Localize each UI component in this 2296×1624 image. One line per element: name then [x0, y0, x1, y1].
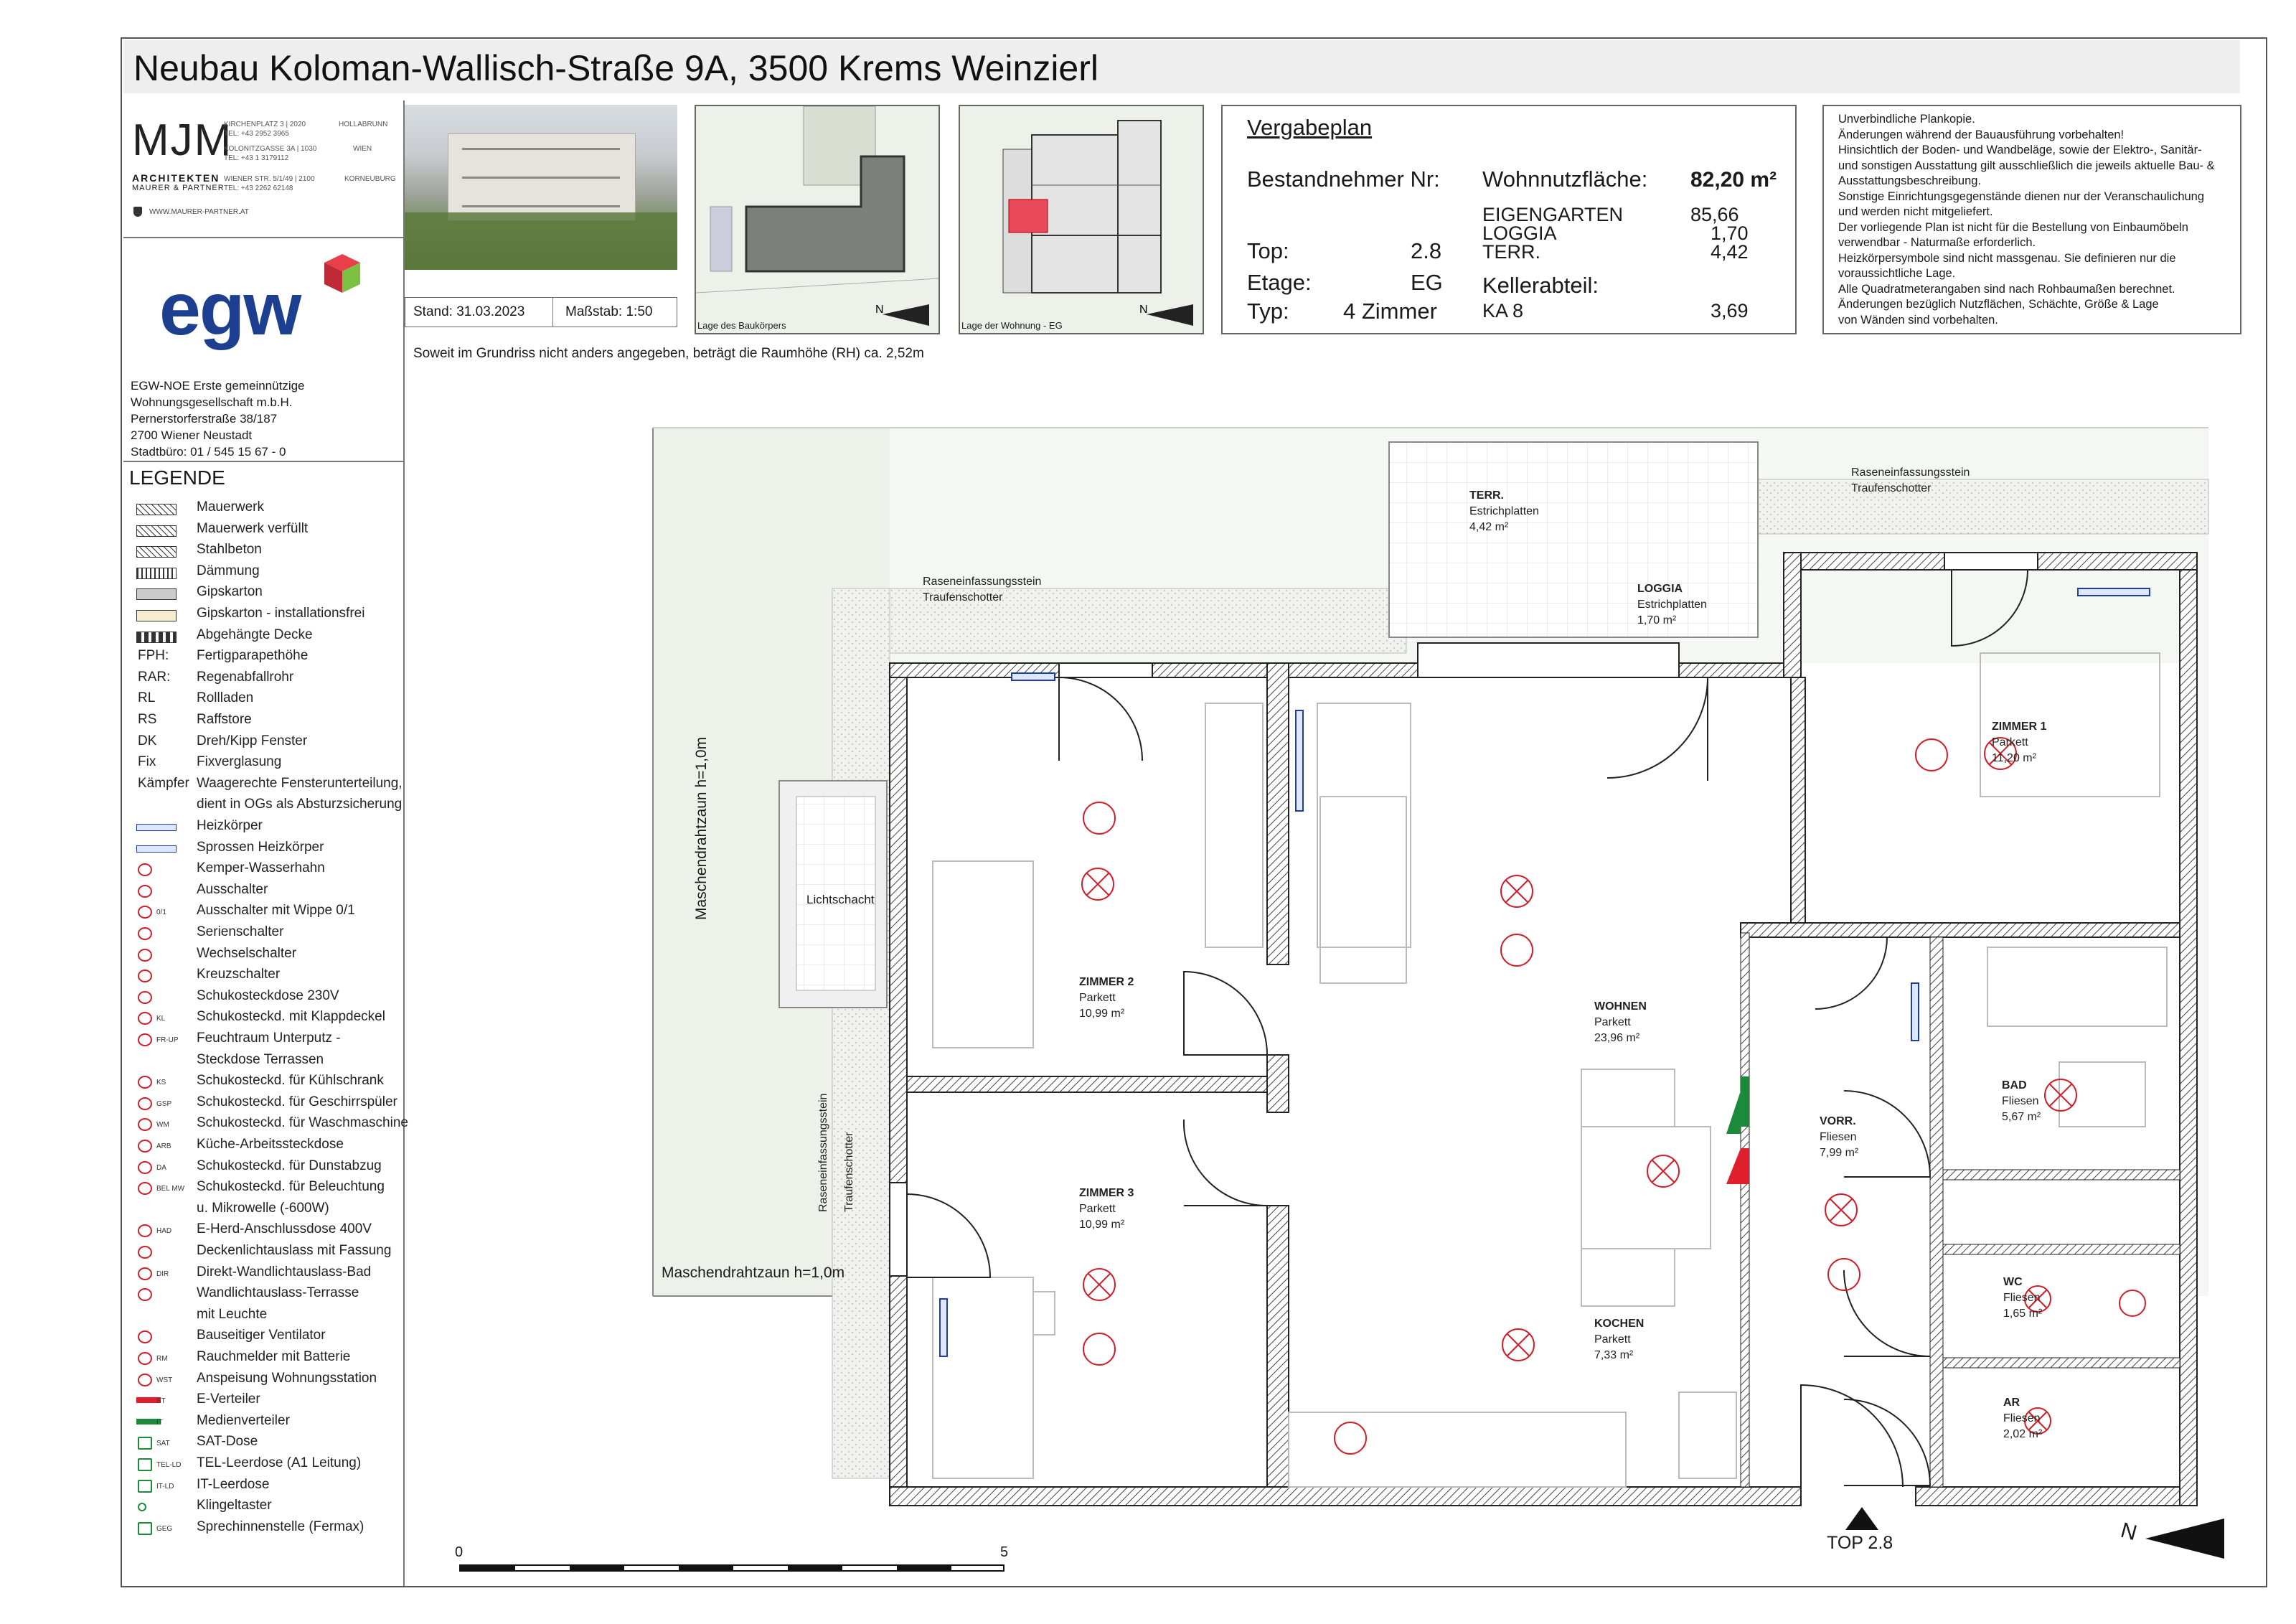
- legend-label: Schukosteckd. mit Klappdeckel: [197, 1009, 385, 1025]
- keller-label: Kellerabteil:: [1482, 273, 1599, 298]
- legend-label: Serienschalter: [197, 924, 284, 939]
- vergabe-heading: Vergabeplan: [1247, 115, 1373, 140]
- room-zimmer1: [1992, 719, 2046, 766]
- room-terr-name: TERR.: [1469, 489, 1504, 502]
- etage-value: EG: [1411, 270, 1443, 295]
- legend-label: Dämmung: [197, 563, 260, 578]
- typ-value: 4 Zimmer: [1343, 299, 1437, 324]
- legend-label: Rauchmelder mit Batterie: [197, 1349, 351, 1364]
- disclaimer-line: voraussichtliche Lage.: [1838, 267, 1956, 280]
- room-kochen-name: KOCHEN: [1594, 1318, 1645, 1330]
- developer-line-4: 2700 Wiener Neustadt: [131, 428, 253, 442]
- bestand-label: Bestandnehmer Nr:: [1247, 166, 1440, 192]
- architect-name-1: ARCHITEKTEN: [132, 172, 220, 184]
- legend-label: E-Herd-Anschlussdose 400V: [197, 1221, 372, 1237]
- legend-tag: GEG: [156, 1524, 173, 1533]
- room-wohnen-area: 23,96 m²: [1594, 1032, 1640, 1044]
- legend-label: Schukosteckd. für Dunstabzug: [197, 1158, 382, 1173]
- legend-label: Raffstore: [197, 712, 252, 727]
- disclaimer-line: Der vorliegende Plan ist nicht für die Bestellung von Einbaumöbeln: [1838, 220, 2188, 234]
- disclaimer-line: Ausstattungsbeschreibung.: [1838, 174, 1982, 187]
- keller-value: 3,69: [1711, 300, 1749, 321]
- legend-tag: KS: [156, 1079, 166, 1087]
- legend-abbr: Kämpfer: [138, 775, 189, 791]
- office-2-tel: TEL: +43 1 3179112: [224, 154, 289, 162]
- legend-label: Medienverteiler: [197, 1412, 290, 1428]
- room-bad-area: 5,67 m²: [2002, 1111, 2041, 1123]
- room-bad-name: BAD: [2002, 1079, 2027, 1092]
- wnf-label: Wohnnutzfläche:: [1482, 166, 1648, 192]
- site-plan-building-caption: Lage des Baukörpers: [697, 320, 786, 331]
- legend-abbr: Fix: [138, 754, 156, 770]
- disclaimer-line: Alle Quadratmeterangaben sind nach Rohbaumaßen berechnet.: [1838, 282, 2175, 296]
- legend-label: Küche-Arbeitssteckdose: [197, 1137, 344, 1152]
- top-marker-label: TOP 2.8: [1827, 1533, 1893, 1553]
- developer-line-5: Stadtbüro: 01 / 545 15 67 - 0: [131, 445, 286, 459]
- legend-abbr: FPH:: [138, 648, 169, 664]
- trauf-top: Traufenschotter: [923, 591, 1003, 604]
- site-plan-unit-caption: Lage der Wohnung - EG: [961, 320, 1063, 331]
- extra-value-loggia: 1,70: [1711, 222, 1749, 244]
- extra-label-terr: TERR.: [1482, 241, 1540, 263]
- legend-label: Fixverglasung: [197, 754, 282, 770]
- room-bad-floor: Fliesen: [2002, 1095, 2039, 1107]
- extra-label-garten: EIGENGARTEN: [1482, 204, 1624, 225]
- legend-tag: KL: [156, 1015, 166, 1023]
- trauf-right: Traufenschotter: [1851, 482, 1932, 494]
- legend-tag: WST: [156, 1376, 173, 1384]
- room-vorr: [1820, 1114, 1858, 1161]
- legend-label: Rollladen: [197, 690, 254, 706]
- north-label: N: [2118, 1518, 2140, 1546]
- keller-name: KA 8: [1482, 300, 1524, 321]
- wnf-value: 82,20 m²: [1690, 168, 1777, 192]
- legend-label: Feuchtraum Unterputz -: [197, 1031, 341, 1046]
- developer-line-2: Wohnungsgesellschaft m.b.H.: [131, 395, 293, 409]
- legend-abbr: RAR:: [138, 669, 171, 685]
- legend-tag: IT-LD: [156, 1482, 174, 1491]
- room-kochen-floor: Parkett: [1594, 1333, 1631, 1346]
- legend-label: Dreh/Kipp Fenster: [197, 733, 308, 748]
- room-zimmer2-floor: Parkett: [1079, 992, 1116, 1004]
- office-2-addr: KOLONITZGASSE 3A | 1030: [224, 145, 317, 153]
- office-1-city: HOLLABRUNN: [339, 121, 388, 128]
- disclaimer-line: von Wänden sind vorbehalten.: [1838, 313, 1998, 327]
- legend-label: E-Verteiler: [197, 1391, 260, 1407]
- developer-logo: egw: [159, 268, 301, 351]
- room-ar-name: AR: [2003, 1397, 2020, 1409]
- scale-five: 5: [1000, 1544, 1009, 1560]
- disclaimer-line: und sonstigen Ausstattung gilt ausschließlich die jeweils aktuelle Bau- &: [1838, 159, 2215, 172]
- fence-label-bottom: Maschendrahtzaun h=1,0m: [662, 1264, 845, 1281]
- extra-value-garten: 85,66: [1690, 204, 1739, 225]
- legend-label: mit Leuchte: [197, 1306, 268, 1322]
- legend-tag: DA: [156, 1163, 166, 1172]
- room-loggia-area: 1,70 m²: [1637, 614, 1677, 626]
- legend-abbr: DK: [138, 733, 157, 748]
- room-vorr-area: 7,99 m²: [1820, 1147, 1859, 1159]
- room-loggia-name: LOGGIA: [1637, 583, 1683, 595]
- room-terr: [1469, 488, 1539, 535]
- extra-label-loggia: LOGGIA: [1482, 222, 1557, 244]
- disclaimer-line: Unverbindliche Plankopie.: [1838, 113, 1975, 126]
- scale-bar: [459, 1564, 1004, 1572]
- room-zimmer1-floor: Parkett: [1992, 736, 2028, 748]
- legend-tag: BEL MW: [156, 1185, 185, 1193]
- room-zimmer2-area: 10,99 m²: [1079, 1008, 1125, 1020]
- legend-tag: TEL-LD: [156, 1461, 182, 1469]
- legend-label: Mauerwerk: [197, 499, 264, 515]
- room-wc-name: WC: [2003, 1276, 2023, 1288]
- room-bad: [2002, 1078, 2041, 1125]
- disclaimer-line: Änderungen während der Bauausführung vorbehalten!: [1838, 128, 2125, 141]
- legend-tag: IT: [156, 1418, 163, 1427]
- legend-label: Schukosteckdose 230V: [197, 987, 339, 1003]
- legend-label: Schukosteckd. für Beleuchtung: [197, 1179, 385, 1195]
- lichtschacht-label: Lichtschacht: [806, 893, 875, 906]
- legend-tag: ST: [156, 1397, 166, 1406]
- legend-label: Sprechinnenstelle (Fermax): [197, 1519, 364, 1534]
- legend-label: Deckenlichtauslass mit Fassung: [197, 1243, 392, 1258]
- top-label: Top:: [1247, 238, 1289, 263]
- legend-label: Sprossen Heizkörper: [197, 839, 324, 855]
- architect-name-2: MAURER & PARTNER: [132, 184, 225, 192]
- developer-line-1: EGW-NOE Erste gemeinnützige: [131, 379, 305, 393]
- legend-label: Bauseitiger Ventilator: [197, 1328, 326, 1343]
- developer-line-3: Pernerstorferstraße 38/187: [131, 412, 278, 426]
- legend-label: Wandlichtauslass-Terrasse: [197, 1285, 359, 1301]
- legend-label: Klingeltaster: [197, 1498, 272, 1513]
- legend-label: Abgehängte Decke: [197, 626, 313, 642]
- rasen-right: Raseneinfassungsstein: [1851, 466, 1970, 479]
- disclaimer-line: Hinsichtlich der Boden- und Wandbeläge, sowie der Elektro-, Sanitär-: [1838, 144, 2202, 156]
- stand-date: Stand: 31.03.2023: [413, 304, 525, 319]
- room-wc: [2003, 1275, 2042, 1322]
- top-value: 2.8: [1411, 238, 1442, 263]
- room-loggia: [1637, 581, 1707, 629]
- disclaimer-line: und werden nicht mitgeliefert.: [1838, 205, 1993, 218]
- room-wohnen-name: WOHNEN: [1594, 1000, 1647, 1013]
- room-zimmer1-name: ZIMMER 1: [1992, 721, 2047, 733]
- room-zimmer3-name: ZIMMER 3: [1079, 1187, 1134, 1199]
- legend-abbr: RL: [138, 690, 156, 706]
- rasen-left: Raseneinfassungsstein: [817, 1093, 829, 1212]
- typ-label: Typ:: [1247, 299, 1289, 324]
- disclaimer-line: Änderungen bezüglich Nutzflächen, Schächte, Größe & Lage: [1838, 298, 2159, 311]
- room-zimmer2: [1079, 975, 1134, 1022]
- scale-label: Maßstab: 1:50: [565, 304, 653, 319]
- office-3-tel: TEL: +43 2262 62148: [224, 184, 293, 192]
- svg-text:N: N: [1139, 304, 1148, 316]
- legend-label: Schukosteckd. für Geschirrspüler: [197, 1094, 397, 1109]
- room-ar: [2003, 1395, 2042, 1442]
- legend-label: Waagerechte Fensterunterteilung,: [197, 775, 403, 791]
- legend-label: Steckdose Terrassen: [197, 1051, 324, 1067]
- legend-tag: FR-UP: [156, 1036, 179, 1044]
- room-ar-floor: Fliesen: [2003, 1412, 2041, 1424]
- office-3-addr: WIENER STR. 5/1/49 | 2100: [224, 175, 315, 183]
- room-wohnen-floor: Parkett: [1594, 1016, 1631, 1028]
- legend-tag: ARB: [156, 1142, 171, 1150]
- legend-label: Ausschalter: [197, 881, 268, 897]
- page-title: Neubau Koloman-Wallisch-Straße 9A, 3500 Krems Weinzierl: [133, 48, 1098, 88]
- disclaimer-line: Heizkörpersymbole sind nicht massgenau. Sie definieren nur die: [1838, 251, 2176, 265]
- legend-label: Heizkörper: [197, 818, 263, 833]
- legend-label: Kemper-Wasserhahn: [197, 860, 325, 876]
- rasen-top: Raseneinfassungsstein: [923, 576, 1042, 588]
- legend-tag: SAT: [156, 1440, 170, 1448]
- legend-label: Gipskarton - installationsfrei: [197, 606, 365, 621]
- legend-label: Schukosteckd. für Waschmaschine: [197, 1115, 408, 1131]
- office-2-city: WIEN: [353, 145, 372, 153]
- disclaimer-line: verwendbar - Naturmaße erforderlich.: [1838, 236, 2036, 249]
- legend-label: u. Mikrowelle (-600W): [197, 1200, 329, 1216]
- office-3-city: KORNEUBURG: [344, 175, 396, 183]
- room-loggia-floor: Estrichplatten: [1637, 599, 1707, 611]
- entrance-arrow-icon: [1844, 1506, 1880, 1531]
- svg-text:N: N: [875, 304, 884, 316]
- architect-web: WWW.MAURER-PARTNER.AT: [149, 208, 249, 216]
- scale-zero: 0: [455, 1544, 464, 1560]
- legend-label: Schukosteckd. für Kühlschrank: [197, 1073, 384, 1089]
- room-zimmer3: [1079, 1186, 1134, 1233]
- room-kochen: [1594, 1316, 1644, 1363]
- room-wohnen: [1594, 999, 1647, 1046]
- legend-label: TEL-Leerdose (A1 Leitung): [197, 1455, 362, 1470]
- room-terr-area: 4,42 m²: [1469, 521, 1509, 533]
- legend-label: Mauerwerk verfüllt: [197, 520, 309, 536]
- room-wc-floor: Fliesen: [2003, 1292, 2041, 1304]
- legend-tag: WM: [156, 1121, 169, 1130]
- extra-value-terr: 4,42: [1711, 241, 1749, 263]
- legend-label: Fertigparapethöhe: [197, 648, 309, 664]
- legend-tag: 0/1: [156, 909, 166, 917]
- etage-label: Etage:: [1247, 270, 1312, 295]
- office-1-addr: KIRCHENPLATZ 3 | 2020: [224, 121, 306, 128]
- legend-tag: GSP: [156, 1099, 172, 1108]
- trauf-left: Traufenschotter: [843, 1132, 855, 1212]
- room-zimmer2-name: ZIMMER 2: [1079, 976, 1134, 988]
- room-wc-area: 1,65 m²: [2003, 1308, 2043, 1320]
- legend-label: Kreuzschalter: [197, 967, 281, 982]
- legend-label: Gipskarton: [197, 584, 263, 600]
- room-zimmer3-floor: Parkett: [1079, 1203, 1116, 1215]
- legend-label: Ausschalter mit Wippe 0/1: [197, 903, 355, 919]
- legend-label: Anspeisung Wohnungsstation: [197, 1370, 377, 1386]
- room-zimmer1-area: 11,20 m²: [1992, 752, 2036, 764]
- fence-label-top: Maschendrahtzaun h=1,0m: [693, 736, 710, 920]
- disclaimer-line: Sonstige Einrichtungsgegenstände dienen nur der Veranschaulichung: [1838, 189, 2205, 203]
- room-terr-floor: Estrichplatten: [1469, 505, 1539, 517]
- room-zimmer3-area: 10,99 m²: [1079, 1219, 1125, 1231]
- office-1-tel: TEL: +43 2952 3965: [224, 130, 289, 138]
- legend-label: dient in OGs als Absturzsicherung: [197, 797, 403, 812]
- room-vorr-name: VORR.: [1820, 1115, 1856, 1127]
- legend-label: Direkt-Wandlichtauslass-Bad: [197, 1264, 372, 1280]
- legend-tag: HAD: [156, 1227, 172, 1236]
- legend-label: Wechselschalter: [197, 945, 297, 961]
- room-kochen-area: 7,33 m²: [1594, 1349, 1634, 1361]
- legend-label: Stahlbeton: [197, 542, 262, 558]
- architect-logo: MJM: [132, 116, 233, 165]
- legend-label: IT-Leerdose: [197, 1476, 270, 1492]
- legend-tag: RM: [156, 1355, 168, 1363]
- room-height-note: Soweit im Grundriss nicht anders angegeben, beträgt die Raumhöhe (RH) ca. 2,52m: [413, 346, 924, 361]
- room-ar-area: 2,02 m²: [2003, 1428, 2043, 1440]
- legend-abbr: RS: [138, 712, 157, 727]
- legend-title: LEGENDE: [129, 466, 225, 489]
- legend-label: SAT-Dose: [197, 1434, 258, 1450]
- room-vorr-floor: Fliesen: [1820, 1131, 1857, 1143]
- legend-label: Regenabfallrohr: [197, 669, 294, 685]
- legend-tag: DIR: [156, 1269, 169, 1278]
